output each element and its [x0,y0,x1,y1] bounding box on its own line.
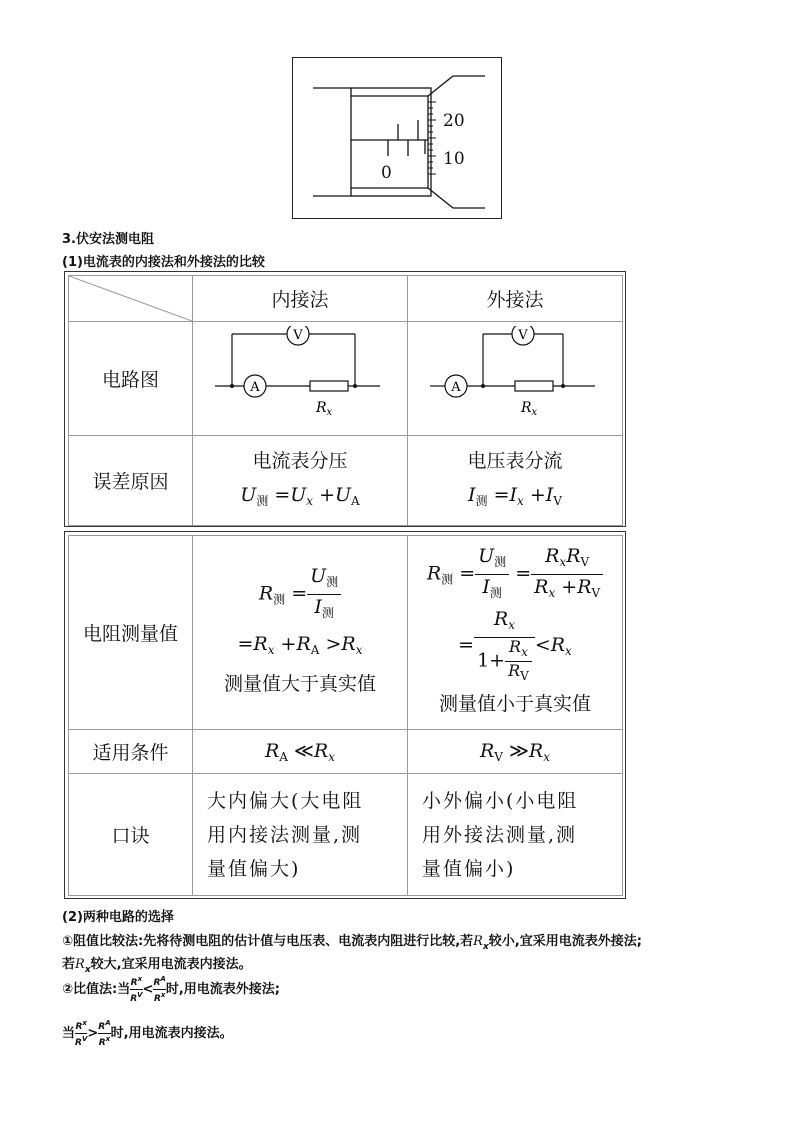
outer-resistor-label: $R_x$ [521,400,538,418]
subsection-heading-2: (2)两种电路的选择 [62,910,174,925]
inner-condition-cell: $R_A$ $≪R_x$ [193,730,408,774]
header-inner-method: 内接法 [193,276,408,322]
ratio-ra-rx-2: $\frac{R^A}{R^x}$ [98,1019,111,1048]
row-label-circuit: 电路图 [69,322,193,436]
micrometer-figure [292,57,502,219]
ratio-ra-rx: $\frac{R^A}{R^x}$ [153,975,166,1004]
outer-error-text: 电压表分流 [467,449,563,472]
outer-measured-formula-2: = $R_x$ 1+ $\frac{R_x}{R_V}$ $<R_x$ [458,608,572,684]
header-outer-method: 外接法 [408,276,623,322]
inner-mnemonic-line-3: 量值偏大) [207,857,301,880]
inner-mnemonic-cell [193,774,408,896]
paragraph-1-line-2: 若$R_x$较大,宜采用电流表内接法。 [62,957,252,975]
outer-measured-conclusion: 测量值小于真实值 [438,693,591,716]
ratio-rx-rv-2: $\frac{R^x}{R^V}$ [75,1019,88,1048]
inner-circuit-diagram [210,326,390,426]
p1-l1-b: 较小,宜采用电流表外接法; [488,934,642,949]
tick-label-20: 20 [443,111,465,131]
inner-mnemonic-line-2: 用内接法测量,测 [207,823,363,846]
row-label-condition: 适用条件 [69,730,193,774]
paragraph-1-line-1: ①阻值比较法:先将待测电阻的估计值与电压表、电流表内阻进行比较,若$R_x$较小,宜采用电流表外接法; [62,934,642,952]
outer-measured-formula-1: $R_测$ = $\frac{U_测}{I_测}$ = $\frac{R_xR_V}{R_x +R_V}$ [408,544,622,608]
inner-error-formula: $U_测 =U_x +U_A$ [240,483,360,508]
outer-error-cell [408,436,623,526]
inner-voltmeter-label: V [293,328,303,343]
inner-error-text: 电流表分压 [252,449,348,472]
p3-b: 时,用电流表内接法。 [110,1026,233,1041]
inner-resistor-label: $R_x$ [316,400,333,418]
outer-mnemonic-line-3: 量值偏小) [422,857,516,880]
comparison-table-1 [64,271,626,527]
row-label-error: 误差原因 [69,436,193,526]
inner-mnemonic-line-1: 大内偏大(大电阻 [207,789,364,812]
outer-voltmeter-label: V [518,328,528,343]
comparison-table-2 [64,531,626,899]
p1-l2-b: 较大,宜采用电流表内接法。 [90,957,252,972]
p1-l1-a: ①阻值比较法:先将待测电阻的估计值与电压表、电流表内阻进行比较,若 [62,934,474,949]
paragraph-3: 当 $\frac{R^x}{R^V}>$ $\frac{R^A}{R^x}$时,用电流表内接法。 [62,1019,233,1048]
outer-ammeter-label: A [451,380,461,395]
paragraph-2: ②比值法:当 $\frac{R^x}{R^V}<$ $\frac{R^A}{R^x}$时,用电流表外接法; [62,975,280,1004]
p3-a: 当 [62,1026,76,1041]
outer-condition-cell: $R_V$ $≫R_x$ [408,730,623,774]
section-heading: 3.伏安法测电阻 [62,232,154,247]
inner-measured-formula-2: $=R_x +R_A >R_x$ [237,633,363,658]
outer-circuit-diagram [425,326,605,426]
outer-circuit-cell [408,322,623,436]
p2-a: ②比值法:当 [62,982,131,997]
outer-mnemonic-line-2: 用外接法测量,测 [422,823,578,846]
inner-measured-cell [193,536,408,730]
inner-circuit-cell [193,322,408,436]
inner-measured-conclusion: 测量值大于真实值 [223,673,376,696]
p2-b: 时,用电流表外接法; [165,982,280,997]
outer-measured-cell [408,536,623,730]
tick-label-0: 0 [381,163,392,183]
outer-mnemonic-cell [408,774,623,896]
inner-ammeter-label: A [250,380,260,395]
ratio-rx-rv: $\frac{R^x}{R^V}$ [130,975,143,1004]
outer-mnemonic-line-1: 小外偏小(小电阻 [422,789,579,812]
micrometer-drawing [293,58,501,218]
tick-label-10: 10 [443,149,465,169]
p1-l2-a: 若 [62,957,76,972]
row-label-measured-value: 电阻测量值 [69,536,193,730]
outer-error-formula: $I_测 =I_x +I_V$ [468,483,562,508]
subsection-heading-1: (1)电流表的内接法和外接法的比较 [62,255,265,270]
diagonal-header-cell [69,276,193,322]
inner-error-cell [193,436,408,526]
row-label-mnemonic: 口诀 [69,774,193,896]
inner-measured-formula-1: $R_测$ = $\frac{U_测}{I_测}$ [193,564,407,628]
